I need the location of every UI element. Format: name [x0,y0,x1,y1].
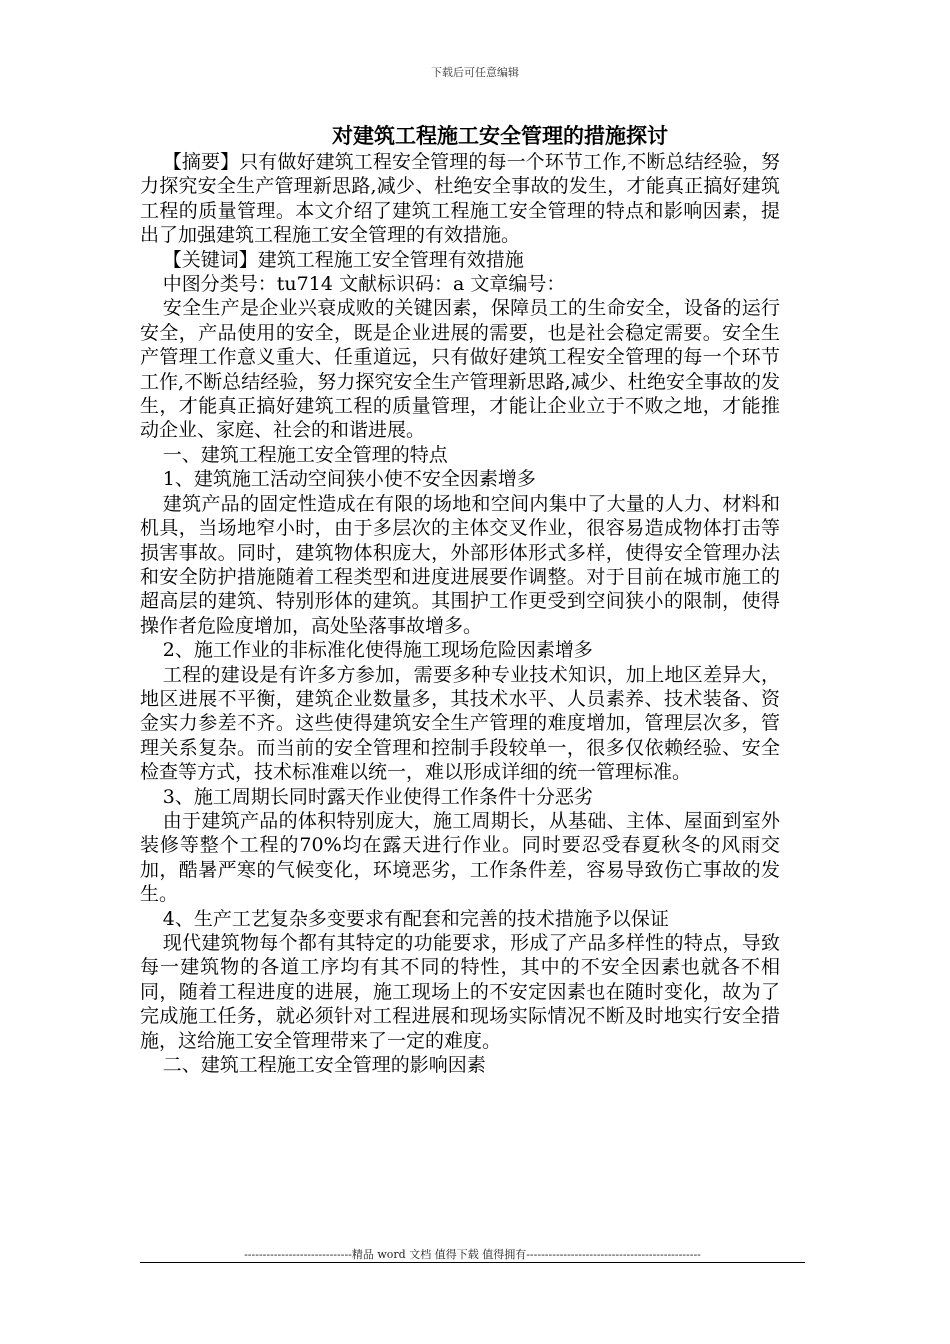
subsection-heading: 3、施工周期长同时露天作业使得工作条件十分恶劣 [162,785,593,808]
body-paragraph: 工程的建设是有许多方参加，需要多种专业技术知识，加上地区差异大，地区进展不平衡，建筑企业数量多，其技术水平、人员素养、技术装备、资金实力参差不齐。这些使得建筑安全生产管理的难度增加，管理层次多，管理关系复杂。而当前的安全管理和控制手段较单一，很多仅依赖经验、安全检查等方式，技术标准难以统一，难以形成详细的统一管理标准。 [140,663,780,784]
section-heading: 二、建筑工程施工安全管理的影响因素 [162,1054,486,1077]
header-note: 下载后可任意编辑 [431,66,519,79]
footer-note: -----------------------------精品 word 文档 值得下载 值得拥有----------------------------------------------- [244,1248,701,1261]
body-paragraph: 建筑产品的固定性造成在有限的场地和空间内集中了大量的人力、材料和机具，当场地窄小时，由于多层次的主体交叉作业，很容易造成物体打击等损害事故。同时，建筑物体积庞大，外部形体形式多样，使得安全管理办法和安全防护措施随着工程类型和进度进展要作调整。对于目前在城市施工的超高层的建筑、特别形体的建筑。其围护工作更受到空间狭小的限制，使得操作者危险度增加，高处坠落事故增多。 [140,492,780,637]
subsection-heading: 2、施工作业的非标准化使得施工现场危险因素增多 [162,639,593,662]
document-body [140,150,780,1077]
keywords-paragraph: 【关键词】建筑工程施工安全管理有效措施 [162,248,524,271]
section-heading: 一、建筑工程施工安全管理的特点 [162,443,448,466]
body-paragraph: 由于建筑产品的体积特别庞大，施工周期长，从基础、主体、屋面到室外装修等整个工程的70%均在露天进行作业。同时要忍受春夏秋冬的风雨交加，酷暑严寒的气候变化，环境恶劣，工作条件差，容易导致伤亡事故的发生。 [140,809,780,906]
classification-paragraph: 中图分类号：tu714 文献标识码：a 文章编号： [162,273,566,296]
document-title: 对建筑工程施工安全管理的措施探讨 [332,123,668,148]
footer-divider [140,1262,805,1263]
body-paragraph: 现代建筑物每个都有其特定的功能要求，形成了产品多样性的特点，导致每一建筑物的各道工序均有其不同的特性，其中的不安全因素也就各不相同，随着工程进度的进展，施工现场上的不安定因素也在随时变化，故为了完成施工任务，就必须针对工程进展和现场实际情况不断及时地实行安全措施，这给施工安全管理带来了一定的难度。 [140,932,780,1052]
abstract-paragraph: 【摘要】只有做好建筑工程安全管理的每一个环节工作,不断总结经验，努力探究安全生产管理新思路,减少、杜绝安全事故的发生，才能真正搞好建筑工程的质量管理。本文介绍了建筑工程施工安全管理的特点和影响因素，提出了加强建筑工程施工安全管理的有效措施。 [140,151,780,247]
subsection-heading: 1、建筑施工活动空间狭小使不安全因素增多 [162,468,536,491]
subsection-heading: 4、生产工艺复杂多变要求有配套和完善的技术措施予以保证 [162,907,669,930]
intro-paragraph: 安全生产是企业兴衰成败的关键因素，保障员工的生命安全，设备的运行安全，产品使用的安全，既是企业进展的需要，也是社会稳定需要。安全生产管理工作意义重大、任重道远，只有做好建筑工程安全管理的每一个环节工作,不断总结经验，努力探究安全生产管理新思路,减少、杜绝安全事故的发生，才能真正搞好建筑工程的质量管理，才能让企业立于不败之地，才能推动企业、家庭、社会的和谐进展。 [140,297,780,442]
